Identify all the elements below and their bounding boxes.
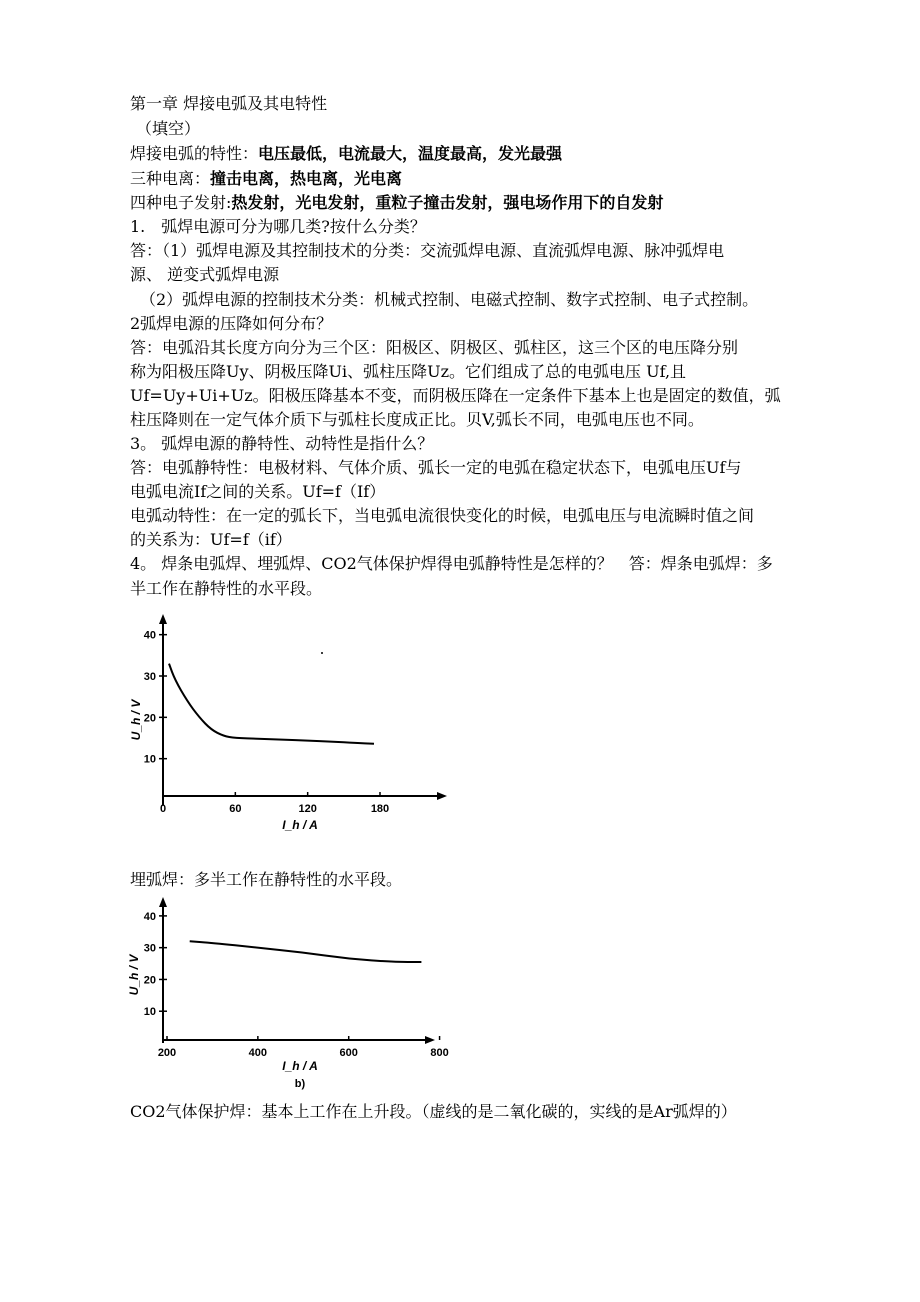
q4-question-line: 4。 焊条电弧焊、埋弧焊、CO2气体保护焊得电弧静特性是怎样的？ 答：焊条电弧焊：多: [130, 554, 773, 573]
q1-question: 1. 弧焊电源可分为哪几类?按什么分类？: [130, 217, 426, 236]
q2-question: 2弧焊电源的压降如何分布？: [130, 314, 333, 333]
x-tick-label: 800: [430, 1047, 449, 1059]
arc-feature-line: [130, 143, 562, 165]
saw-static-characteristic-chart: [110, 895, 450, 1095]
q1-answer-line: （2）弧焊电源的控制技术分类：机械式控制、电磁式控制、数字式控制、电子式控制。: [140, 290, 759, 309]
x-tick-label: 60: [229, 803, 242, 815]
q1-answer-line: 源、 逆变式弧焊电源: [130, 265, 280, 284]
q4-answer-line: 半工作在静特性的水平段。: [130, 579, 323, 598]
y-tick-label: 40: [143, 910, 156, 923]
x-tick-label: 180: [370, 803, 390, 815]
emission-answer: 热发射，光电发射，重粒子撞击发射，强电场作用下的自发射: [231, 193, 664, 212]
y-tick-label: 20: [143, 712, 156, 725]
q3-question: 3。 弧焊电源的静特性、动特性是指什么？: [130, 434, 434, 453]
ionization-line: [130, 168, 402, 190]
speck: [321, 652, 323, 654]
y-axis-arrow: [159, 614, 167, 624]
series-line: [190, 941, 422, 962]
y-tick-label: 40: [143, 629, 156, 642]
y-tick-label: 20: [143, 974, 156, 987]
y-tick-label: 30: [143, 671, 156, 683]
y-axis-arrow: [159, 897, 167, 907]
x-tick-label: 600: [339, 1047, 358, 1059]
q2-answer-line: 柱压降则在一定气体介质下与弧柱长度成正比。贝V,弧长不同，电弧电压也不同。: [130, 410, 704, 429]
emission-line: [130, 192, 663, 214]
chapter-heading: 第一章 焊接电弧及其电特性: [130, 94, 328, 113]
q3-answer-line: 的关系为：Uf=f（if）: [130, 530, 292, 549]
x-tick-label: 120: [298, 803, 317, 815]
x-tick-label: 400: [248, 1047, 268, 1059]
co2-text: CO2气体保护焊：基本上工作在上升段。（虚线的是二氧化碳的，实线的是Ar弧焊的）: [130, 1102, 737, 1121]
y-axis-label: U_h / V: [129, 699, 143, 741]
q3-answer-line: 电弧电流If之间的关系。Uf=f（If）: [130, 482, 386, 501]
q1-answer-line: 答：（1）弧焊电源及其控制技术的分类：交流弧焊电源、直流弧焊电源、脉冲弧焊电: [130, 241, 725, 260]
x-axis-arrow: [437, 792, 447, 800]
y-tick-label: 10: [143, 753, 156, 766]
emission-label: 四种电子发射:: [130, 193, 232, 212]
q3-answer-line: 答：电弧静特性：电极材料、气体介质、弧长一定的电弧在稳定状态下，电弧电压Uf与: [130, 458, 742, 477]
x-tick-label: 0: [159, 803, 167, 815]
x-axis-label: I_h / A: [282, 1059, 318, 1073]
q3-answer-line: 电弧动特性：在一定的弧长下，当电弧电流很快变化的时候，电弧电压与电流瞬时值之间: [130, 506, 755, 525]
q2-answer-line: Uf=Uy+Ui+Uz。阳极压降基本不变，而阴极压降在一定条件下基本上也是固定的数值，弧: [130, 386, 781, 405]
arc-feature-answer: 电压最低，电流最大，温度最高，发光最强: [258, 144, 563, 163]
chart-caption: b): [294, 1078, 306, 1090]
q2-answer-line: 称为阳极压降Uy、阴极压降Ui、弧柱压降Uz。它们组成了总的电弧电压 Uf,且: [130, 362, 687, 381]
fill-blank-label: （填空）: [136, 119, 201, 138]
x-tick-label: 200: [157, 1047, 177, 1059]
q2-answer-line: 答：电弧沿其长度方向分为三个区：阳极区、阴极区、弧柱区，这三个区的电压降分别: [130, 338, 739, 357]
ionization-label: 三种电离：: [130, 169, 211, 188]
y-tick-label: 10: [143, 1006, 156, 1019]
x-axis-arrow: [425, 1036, 435, 1044]
y-axis-label: U_h / V: [127, 954, 141, 996]
x-axis-label: I_h / A: [282, 818, 318, 832]
y-tick-label: 30: [143, 942, 156, 955]
smaw-static-characteristic-chart: [110, 610, 460, 840]
series-line: [169, 664, 374, 744]
arc-feature-label: 焊接电弧的特性：: [130, 144, 259, 163]
saw-text: 埋弧焊：多半工作在静特性的水平段。: [130, 870, 403, 889]
ionization-answer: 撞击电离，热电离，光电离: [210, 169, 403, 188]
